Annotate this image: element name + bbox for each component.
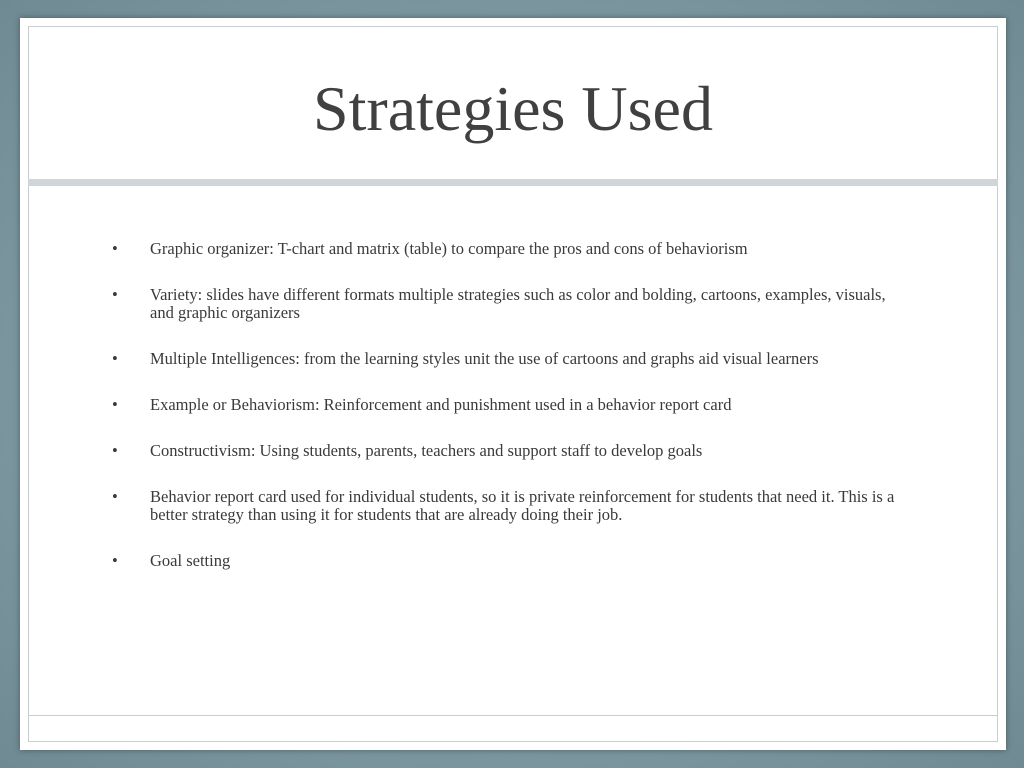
bullet-icon: • xyxy=(112,441,118,460)
bullet-list xyxy=(110,240,900,598)
bullet-text: Multiple Intelligences: from the learning styles unit the use of cartoons and graphs aid visual learners xyxy=(150,349,819,368)
bullet-text: Graphic organizer: T-chart and matrix (table) to compare the pros and cons of behaviorism xyxy=(150,239,748,258)
slide-title: Strategies Used xyxy=(313,73,713,144)
bullet-icon: • xyxy=(112,239,118,258)
footer-divider xyxy=(28,715,998,716)
bullet-text: Behavior report card used for individual students, so it is private reinforcement for students that need it. This is a better strategy than using it for students that are already doing their job. xyxy=(150,487,895,524)
bullet-text: Goal setting xyxy=(150,551,231,570)
bullet-icon: • xyxy=(112,349,118,368)
bullet-icon: • xyxy=(112,395,118,414)
list-item xyxy=(110,350,900,368)
title-divider xyxy=(28,179,998,186)
slide xyxy=(20,18,1006,750)
bullet-icon: • xyxy=(112,285,118,304)
list-item xyxy=(110,488,900,524)
list-item xyxy=(110,396,900,414)
list-item xyxy=(110,286,900,322)
list-item xyxy=(110,240,900,258)
bullet-text: Variety: slides have different formats multiple strategies such as color and bolding, cartoons, examples, visuals, and graphic organizers xyxy=(150,285,886,322)
bullet-icon: • xyxy=(112,487,118,506)
bullet-text: Constructivism: Using students, parents, teachers and support staff to develop goals xyxy=(150,441,703,460)
list-item xyxy=(110,442,900,460)
title-area xyxy=(28,26,998,178)
bullet-icon: • xyxy=(112,551,118,570)
bullet-text: Example or Behaviorism: Reinforcement and punishment used in a behavior report card xyxy=(150,395,732,414)
list-item xyxy=(110,552,900,570)
